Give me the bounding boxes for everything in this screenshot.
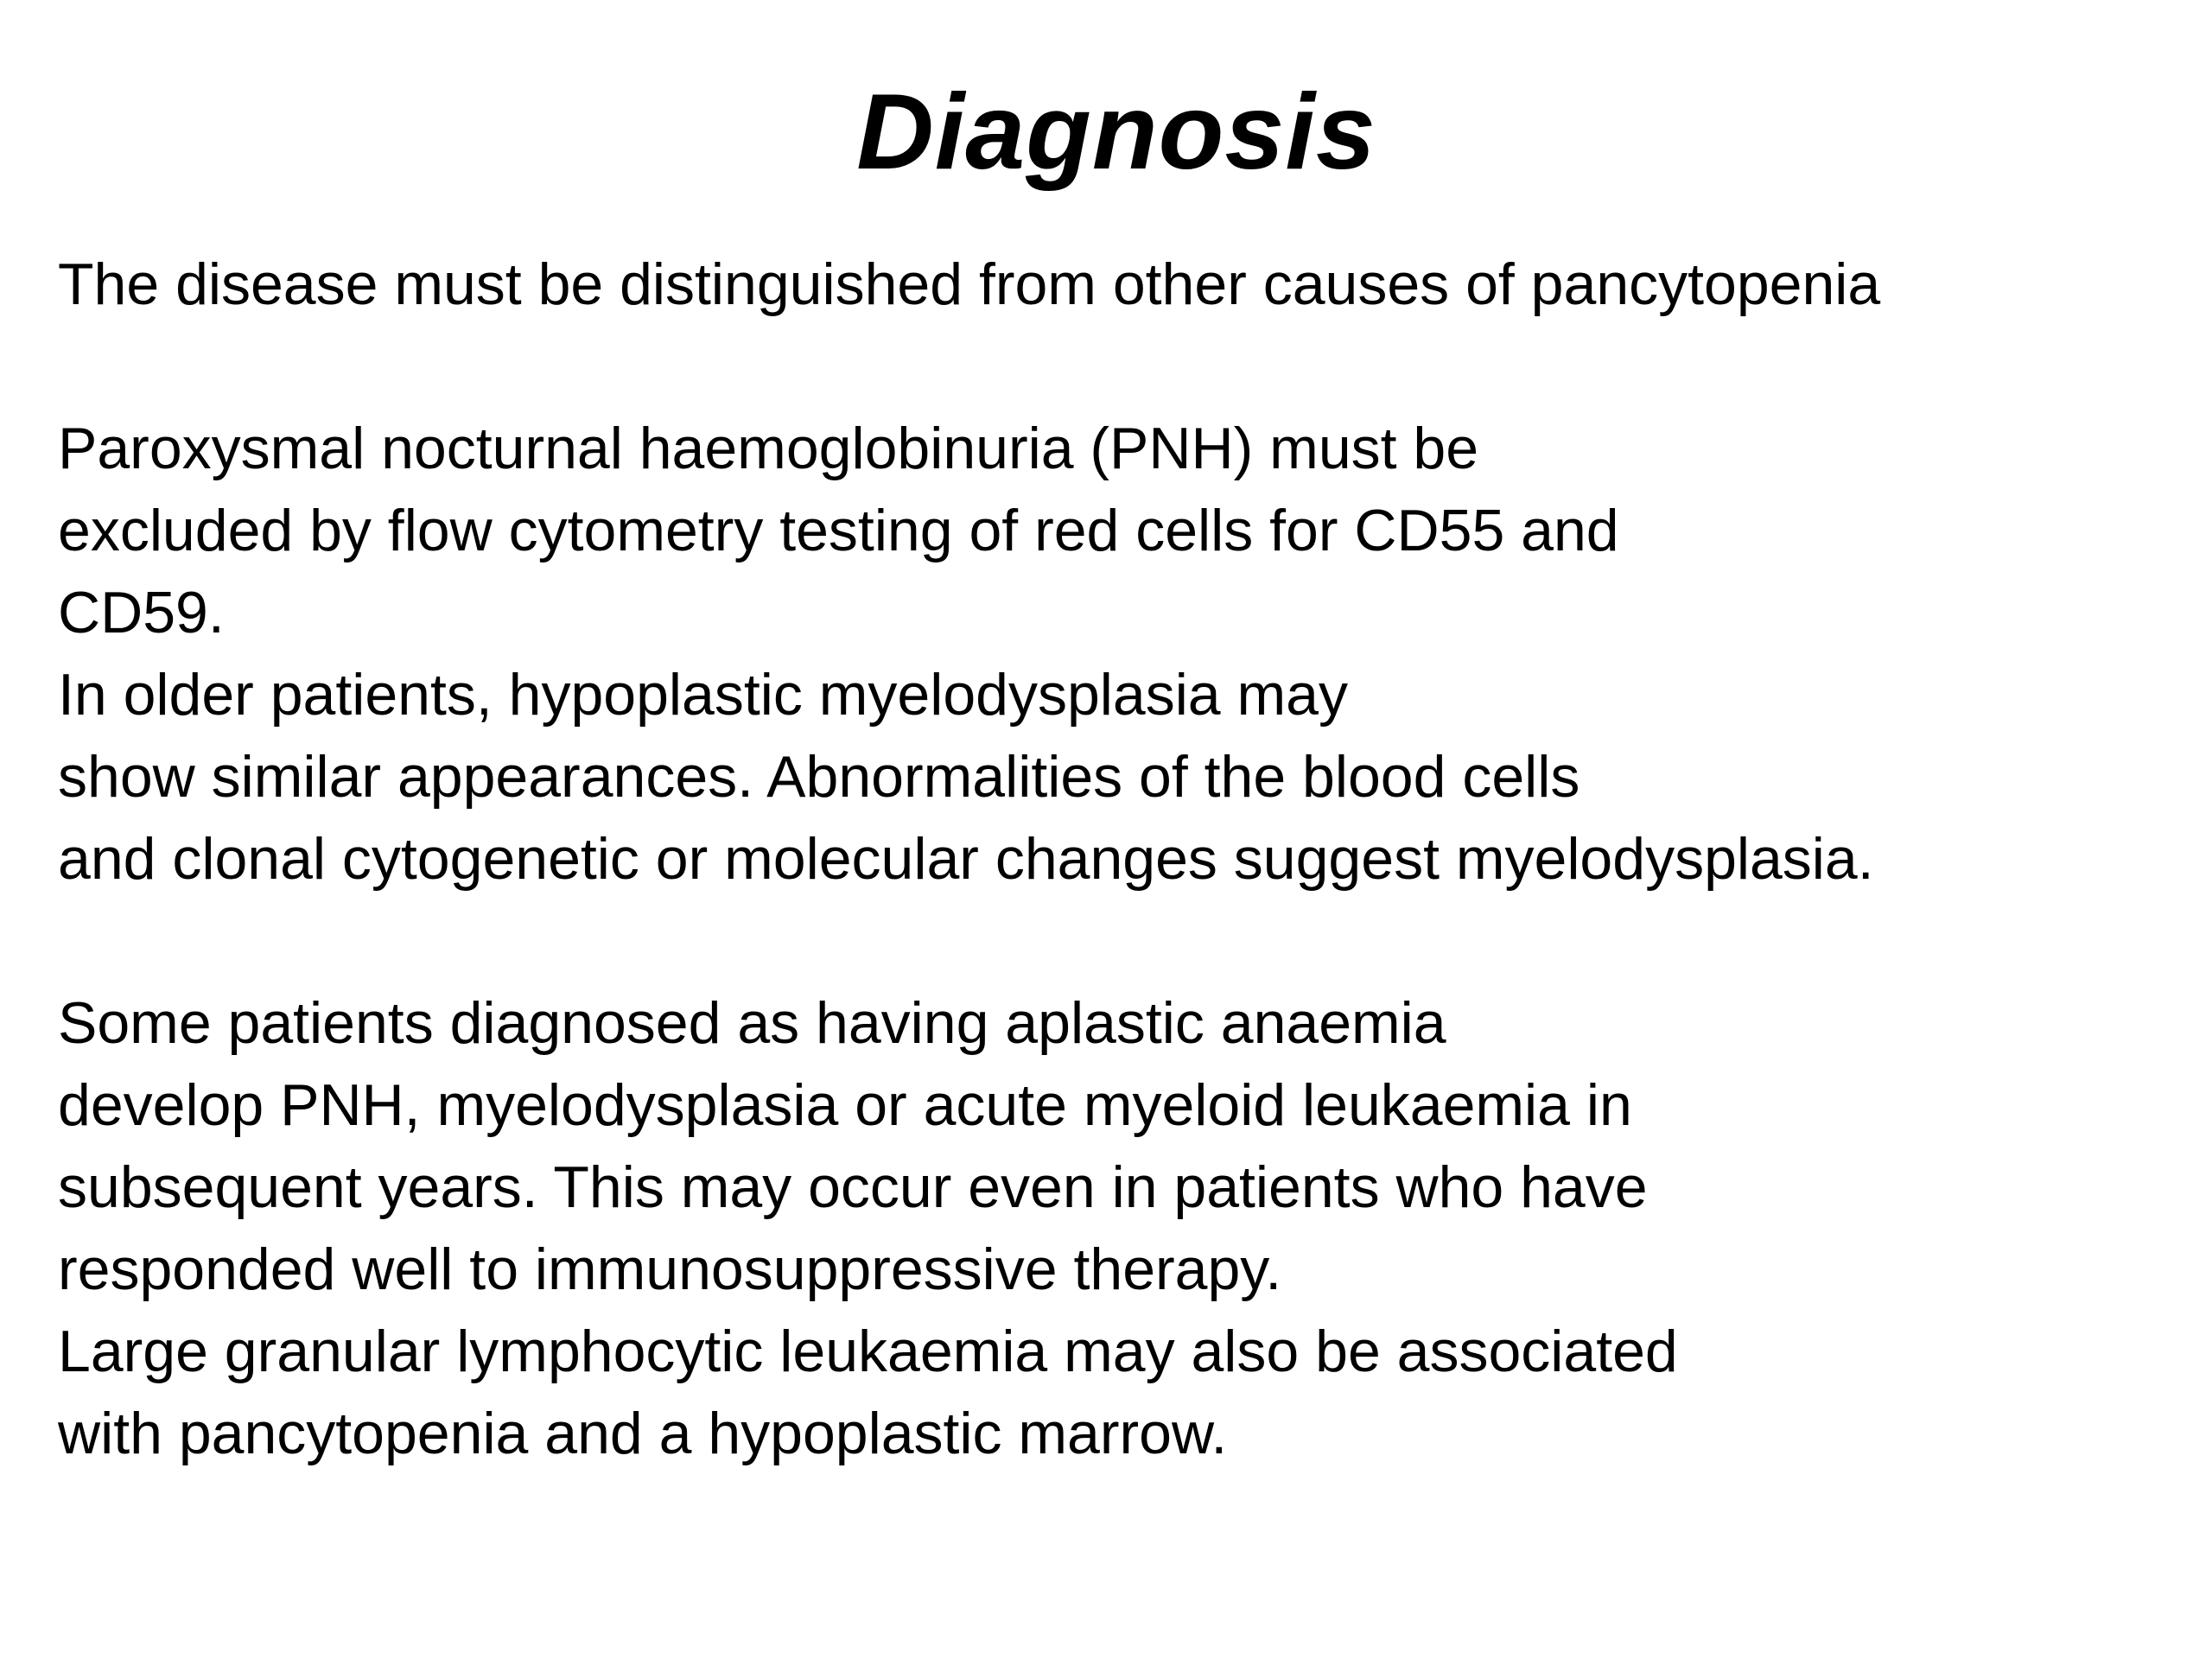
text-line: subsequent years. This may occur even in patients who have	[58, 1154, 1648, 1220]
text-line: CD59.	[58, 580, 225, 645]
text-line: show similar appearances. Abnormalities of the blood cells	[58, 744, 1580, 810]
slide-body	[58, 244, 2166, 1475]
text-line: responded well to immunosuppressive therapy.	[58, 1236, 1282, 1302]
text-line: In older patients, hypoplastic myelodysplasia may	[58, 662, 1348, 728]
text-line: excluded by flow cytometry testing of red cells for CD55 and	[58, 498, 1619, 563]
text-line: Large granular lymphocytic leukaemia may also be associated	[58, 1319, 1678, 1384]
paragraph-spacer	[58, 326, 2166, 408]
paragraph-spacer	[58, 900, 2166, 982]
text-line: Paroxysmal nocturnal haemoglobinuria (PNH) must be	[58, 416, 1479, 481]
paragraph-differential	[58, 244, 2166, 326]
text-line: and clonal cytogenetic or molecular changes suggest myelodysplasia.	[58, 826, 1874, 892]
text-line: develop PNH, myelodysplasia or acute myeloid leukaemia in	[58, 1072, 1632, 1138]
slide-title: Diagnosis	[856, 73, 1376, 192]
paragraph-progression	[58, 982, 2166, 1475]
text-line: The disease must be distinguished from other causes of pancytopenia	[58, 251, 1881, 317]
paragraph-pnh-myelodysplasia	[58, 408, 2166, 900]
text-line: with pancytopenia and a hypoplastic marrow.	[58, 1401, 1228, 1466]
text-line: Some patients diagnosed as having aplastic anaemia	[58, 990, 1446, 1056]
